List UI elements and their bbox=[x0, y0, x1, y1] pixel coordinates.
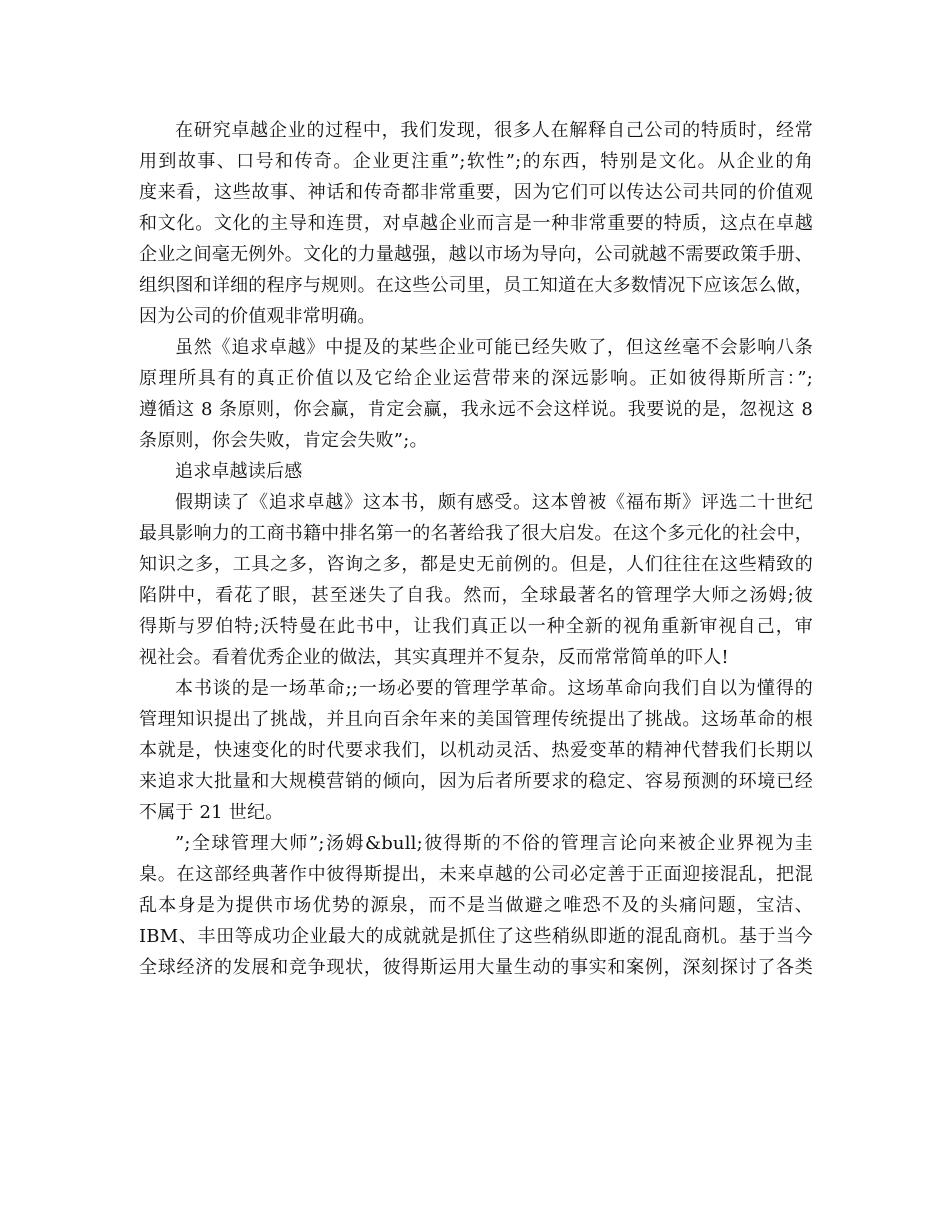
text-line: 因为公司的价值观非常明确。 bbox=[139, 306, 376, 327]
text-line: 组织图和详细的程序与规则。在这些公司里，员工知道在大多数情况下应该怎么做， bbox=[139, 275, 813, 296]
text-line: ”;全球管理大师”;汤姆&bull;彼得斯的不俗的管理言论向来被企业界视为圭 bbox=[175, 833, 813, 854]
text-line: 和文化。文化的主导和连贯，对卓越企业而言是一种非常重要的特质，这点在卓越 bbox=[139, 213, 813, 234]
text-line: 臬。在这部经典著作中彼得斯提出，未来卓越的公司必定善于正面迎接混乱，把混 bbox=[139, 864, 813, 885]
text-line: 条原则，你会失败，肯定会失败”;。 bbox=[139, 430, 428, 451]
text-line: 来追求大批量和大规模营销的倾向，因为后者所要求的稳定、容易预测的环境已经 bbox=[139, 771, 813, 792]
heading-text: 追求卓越读后感 bbox=[175, 461, 303, 482]
text-line: 得斯与罗伯特;沃特曼在此书中，让我们真正以一种全新的视角重新审视自己，审 bbox=[139, 616, 813, 637]
text-line: 管理知识提出了挑战，并且向百余年来的美国管理传统提出了挑战。这场革命的根 bbox=[139, 709, 813, 730]
paragraph bbox=[139, 828, 813, 983]
paragraph bbox=[139, 487, 813, 673]
text-line: 乱本身是为提供市场优势的源泉，而不是当做避之唯恐不及的头痛问题，宝洁、 bbox=[139, 895, 813, 916]
text-line: 知识之多，工具之多，咨询之多，都是史无前例的。但是，人们往往在这些精致的 bbox=[139, 554, 813, 575]
text-line: 本就是，快速变化的时代要求我们，以机动灵活、热爱变革的精神代替我们长期以 bbox=[139, 740, 813, 761]
text-line: 用到故事、口号和传奇。企业更注重”;软性”;的东西，特别是文化。从企业的角 bbox=[139, 151, 813, 172]
text-line: 度来看，这些故事、神话和传奇都非常重要，因为它们可以传达公司共同的价值观 bbox=[139, 182, 813, 203]
text-line: 虽然《追求卓越》中提及的某些企业可能已经失败了，但这丝毫不会影响八条 bbox=[175, 337, 813, 358]
text-line: 陷阱中，看花了眼，甚至迷失了自我。然而，全球最著名的管理学大师之汤姆;彼 bbox=[139, 585, 813, 606]
text-line: 遵循这 8 条原则，你会赢，肯定会赢，我永远不会这样说。我要说的是，忽视这 8 bbox=[139, 399, 813, 420]
paragraph bbox=[139, 673, 813, 828]
text-line: 全球经济的发展和竞争现状，彼得斯运用大量生动的事实和案例，深刻探讨了各类 bbox=[139, 957, 813, 978]
text-line: 视社会。看着优秀企业的做法，其实真理并不复杂，反而常常简单的吓人! bbox=[139, 647, 729, 668]
text-line: 本书谈的是一场革命;;一场必要的管理学革命。这场革命向我们自以为懂得的 bbox=[175, 678, 813, 699]
text-line: 最具影响力的工商书籍中排名第一的名著给我了很大启发。在这个多元化的社会中， bbox=[139, 523, 813, 544]
text-line: 不属于 21 世纪。 bbox=[139, 802, 284, 823]
text-line: 原理所具有的真正价值以及它给企业运营带来的深远影响。正如彼得斯所言：”; bbox=[139, 368, 813, 389]
section-heading bbox=[139, 456, 813, 487]
text-line: IBM、丰田等成功企业最大的成就就是抓住了这些稍纵即逝的混乱商机。基于当今 bbox=[139, 926, 813, 947]
paragraph bbox=[139, 332, 813, 456]
document-body bbox=[139, 115, 813, 983]
text-line: 在研究卓越企业的过程中，我们发现，很多人在解释自己公司的特质时，经常 bbox=[175, 120, 813, 141]
text-line: 假期读了《追求卓越》这本书，颇有感受。这本曾被《福布斯》评选二十世纪 bbox=[175, 492, 813, 513]
paragraph bbox=[139, 115, 813, 332]
text-line: 企业之间毫无例外。文化的力量越强，越以市场为导向，公司就越不需要政策手册、 bbox=[139, 244, 813, 265]
